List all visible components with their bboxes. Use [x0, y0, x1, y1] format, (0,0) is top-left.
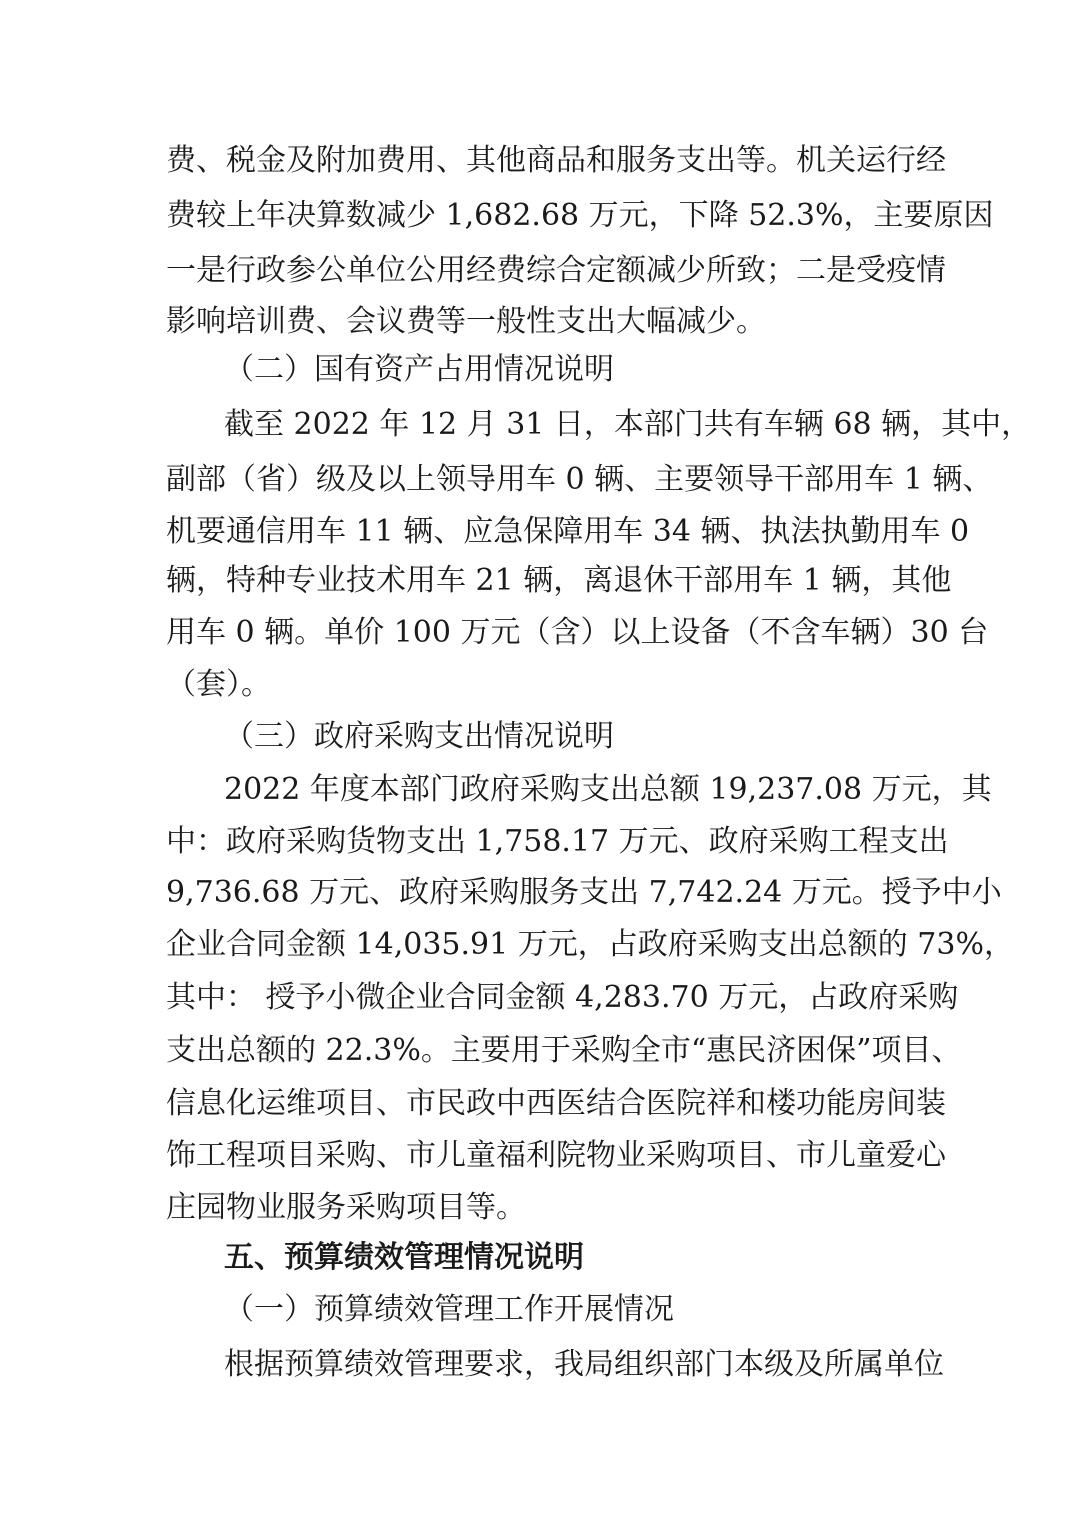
text-line: 企业合同金额 14,035.91 万元，占政府采购支出总额的 73%， [166, 927, 1014, 962]
chapter-heading-budget-performance: 五、预算绩效管理情况说明 [224, 1240, 584, 1275]
text-line: 9,736.68 万元、政府采购服务支出 7,742.24 万元。授予中小 [166, 875, 1002, 910]
text-line: （套）。 [166, 667, 271, 702]
text-line: 信息化运维项目、市民政中西医结合医院祥和楼功能房间装 [166, 1086, 946, 1121]
text-line: 机要通信用车 11 辆、应急保障用车 34 辆、执法执勤用车 0 [166, 514, 970, 549]
text-line: 根据预算绩效管理要求，我局组织部门本级及所属单位 [224, 1347, 944, 1382]
text-line: 截至 2022 年 12 月 31 日，本部门共有车辆 68 辆，其中， [224, 407, 1032, 442]
section-heading-performance-work: （一）预算绩效管理工作开展情况 [224, 1292, 674, 1327]
text-line: 费、税金及附加费用、其他商品和服务支出等。机关运行经 [166, 143, 946, 178]
text-line: 支出总额的 22.3%。主要用于采购全市“惠民济困保”项目、 [166, 1033, 962, 1068]
text-line: 辆，特种专业技术用车 21 辆，离退休干部用车 1 辆，其他 [166, 563, 952, 598]
section-heading-gov-procurement: （三）政府采购支出情况说明 [224, 719, 614, 754]
text-line: 饰工程项目采购、市儿童福利院物业采购项目、市儿童爱心 [166, 1138, 946, 1173]
text-line: 费较上年决算数减少 1,682.68 万元，下降 52.3%，主要原因 [166, 198, 994, 233]
section-heading-state-assets: （二）国有资产占用情况说明 [224, 352, 614, 387]
text-line: 用车 0 辆。单价 100 万元（含）以上设备（不含车辆）30 台 [166, 615, 989, 650]
text-line: 影响培训费、会议费等一般性支出大幅减少。 [166, 304, 766, 339]
text-line: 其中： 授予小微企业合同金额 4,283.70 万元，占政府采购 [166, 980, 959, 1015]
text-line: 中：政府采购货物支出 1,758.17 万元、政府采购工程支出 [166, 824, 949, 859]
text-line: 庄园物业服务采购项目等。 [166, 1190, 526, 1225]
text-line: 副部（省）级及以上领导用车 0 辆、主要领导干部用车 1 辆、 [166, 462, 993, 497]
text-line: 一是行政参公单位公用经费综合定额减少所致；二是受疫情 [166, 253, 946, 288]
text-line: 2022 年度本部门政府采购支出总额 19,237.08 万元，其 [224, 772, 992, 807]
